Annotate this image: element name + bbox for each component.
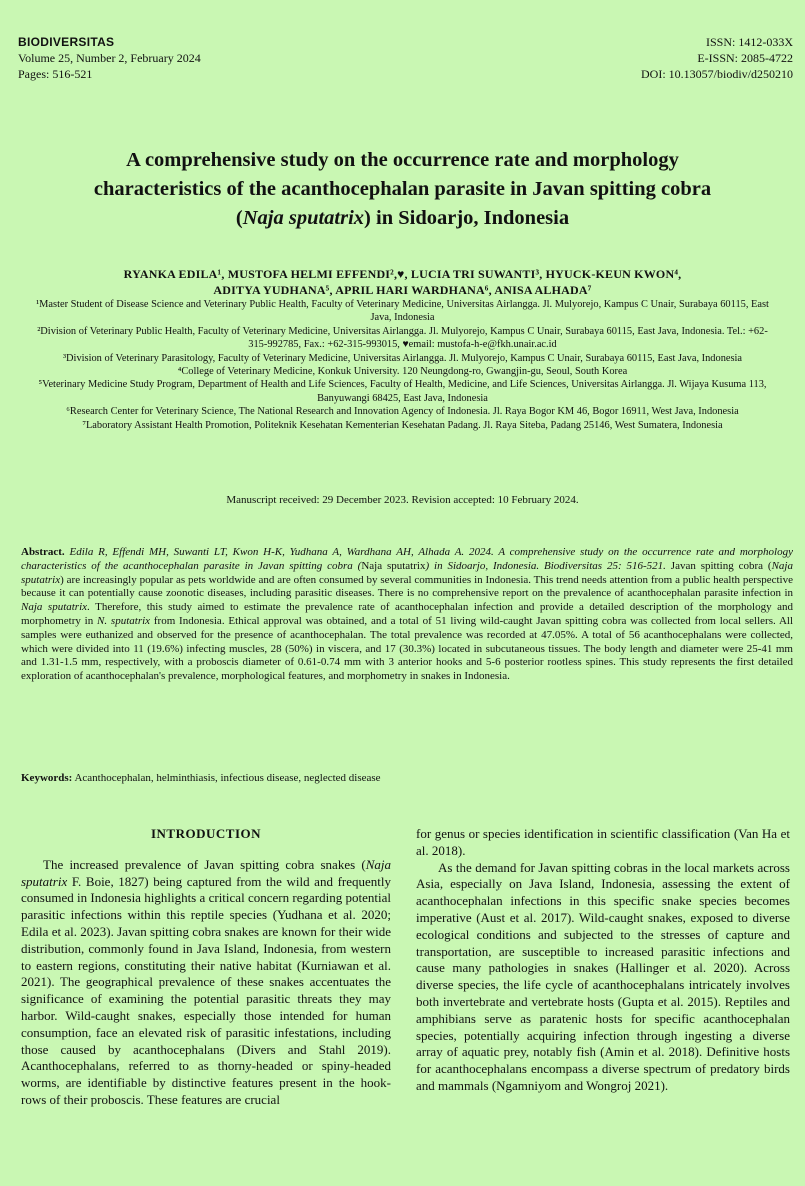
species-name: Naja sputatrix: [21, 856, 391, 889]
affiliations: [30, 298, 775, 432]
eissn: E-ISSN: 2085-4722: [697, 51, 793, 65]
species-name: N. sputatrix: [97, 614, 151, 627]
section-heading: INTRODUCTION: [150, 826, 261, 841]
right-column: [416, 826, 790, 1095]
authors-line: RYANKA EDILA¹, MUSTOFA HELMI EFFENDI²,♥, LUCIA TRI SUWANTI³, HYUCK-KEUN KWON⁴,: [123, 267, 682, 281]
pages-info: Pages: 516-521: [18, 67, 93, 81]
species-name: Naja sputatrix: [21, 559, 793, 586]
affiliation: ⁶Research Center for Veterinary Science, The National Research and Innovation Agency of Indonesia. Jl. Raya Bogor KM 46, Bogor 16911, West Java, Indonesia: [66, 406, 739, 418]
manuscript-dates: Manuscript received: 29 December 2023. Revision accepted: 10 February 2024.: [226, 494, 579, 506]
title-line: characteristics of the acanthocephalan parasite in Javan spitting cobra: [93, 178, 712, 200]
issn: ISSN: 1412-033X: [705, 35, 793, 49]
citation-species: Naja sputatrix: [361, 559, 426, 572]
title-line: A comprehensive study on the occurrence rate and morphology: [126, 149, 679, 171]
paragraph: As the demand for Javan spitting cobras in the local markets across Asia, especially on Java Island, Indonesia, assessing the extent of acanthocephalan infections in this specific snake species becomes imperative (Aust et al. 2017). Wild-caught snakes, exposed to diverse ecological conditions and subjected to the stresses of capture and transportation, are susceptible to increased parasitic infections and cause many pathologies in snakes (Hallinger et al. 2020). Across diverse species, the life cycle of acanthocephalans intricately involves both invertebrate and vertebrate hosts (Gupta et al. 2015). Reptiles and amphibians serve as paratenic hosts for specific acanthocephalan species, potentially acquiring infection through ingesting a diverse array of aquatic prey, notably fish (Amin et al. 2018). Definitive hosts for acanthocephalans encompass a diverse spectrum of predatory birds and mammals (Ngamniyom and Wongroj 2021).: [416, 859, 790, 1093]
abstract-text: . Therefore, this study aimed to estimate the prevalence rate of acanthocephalan infection and provide a detailed description of the morphology and morphometry in: [21, 601, 793, 627]
paragraph-text: The increased prevalence of Javan spitting cobra snakes (: [43, 856, 366, 872]
keywords-label: Keywords:: [21, 772, 73, 784]
abstract-text: from Indonesia. Ethical approval was obtained, and a total of 51 living wild-caught Javan spitting cobra was collected from local sellers. All samples were euthanized and observed for the presence of acanthocephalan. The total prevalence was recorded at 47.05%. A total of 56 acanthocephalans were collected, which were divided into 11 (19.6%) infecting muscles, 28 (50%) in viscera, and 17 (30.3%) located in subcutaneous tissues. The body length and diameter were 25-41 mm and 1.31-1.5 mm, respectively, with a proboscis diameter of 0.61-0.74 mm with 3 anterior hooks and 5-6 posterior rootless spines. This study represents the first detailed exploration of acanthocephalan's prevalence, morphological features, and morphometry in snakes in Indonesia.: [21, 614, 794, 683]
abstract: [21, 546, 793, 684]
author-list: [20, 266, 785, 298]
keywords-text: Acanthocephalan, helminthiasis, infectious disease, neglected disease: [72, 772, 381, 784]
species-name: Naja sputatrix: [21, 601, 88, 614]
authors-line: ADITYA YUDHANA⁵, APRIL HARI WARDHANA⁶, ANISA ALHADA⁷: [213, 283, 592, 297]
affiliation: ¹Master Student of Disease Science and Veterinary Public Health, Faculty of Veterinary Medicine, Universitas Airlangga. Jl. Mulyorejo, Kampus C Unair, Surabaya 60115, East Java, Indonesia: [36, 299, 769, 324]
journal-name: BIODIVERSITAS: [18, 35, 115, 49]
left-column: [21, 826, 391, 1109]
affiliation: ²Division of Veterinary Public Health, Faculty of Veterinary Medicine, Universitas Airlangga. Jl. Mulyorejo, Kampus C Unair, Surabaya 60115, East Java, Indonesia. Tel.: +62-315-992785, Fax.: +62-315-993015, ♥email: mustofa-h-e@fkh.unair.ac.id: [37, 325, 768, 351]
abstract-text: Javan spitting cobra (: [665, 559, 772, 572]
keywords: [21, 772, 793, 784]
title-paren: (: [235, 207, 243, 229]
affiliation: ⁷Laboratory Assistant Health Promotion, Politeknik Kesehatan Kementerian Kesehatan Padang. Jl. Raya Siteba, Padang 25146, West Sumatera, Indonesia: [82, 419, 723, 431]
title-species: Naja sputatrix: [242, 207, 365, 229]
paragraph-continued: for genus or species identification in scientific classification (Van Ha et al. 2018).: [416, 826, 790, 858]
abstract-label: Abstract.: [21, 546, 65, 558]
citation: Edila R, Effendi MH, Suwanti LT, Kwon H-K, Yudhana A, Wardhana AH, Alhada A. 2024. A comprehensive study on the occurrence rate and morphology characteristics of the acanthocephalan parasite in Javan spitting cobra (: [21, 546, 793, 572]
doi[interactable]: DOI: 10.13057/biodiv/d250210: [641, 67, 793, 81]
title-rest: ) in Sidoarjo, Indonesia: [364, 207, 570, 229]
title-line: [40, 204, 765, 233]
header-left: [18, 34, 201, 82]
affiliation: ⁵Veterinary Medicine Study Program, Department of Health and Life Sciences, Faculty of Health, Medicine, and Life Sciences, Universitas Airlangga. Jl. Wijaya Kusuma 113, Banyuwangi 68425, East Java, Indonesia: [38, 379, 767, 404]
affiliation: ⁴College of Veterinary Medicine, Konkuk University. 120 Neungdong-ro, Gwangjin-gu, Seoul, South Korea: [177, 366, 628, 378]
abstract-text: ) are increasingly popular as pets worldwide and are often consumed by several communities in Indonesia. This trend needs attention from a public health perspective because it can potentially cause zoonotic diseases, including parasitic diseases. There is no comprehensive report on the prevalence of acanthocephalan parasite infection in: [21, 573, 793, 600]
header-right: [641, 34, 793, 82]
citation: ) in Sidoarjo, Indonesia. Biodiversitas 25: 516-521.: [425, 559, 666, 572]
affiliation: ³Division of Veterinary Parasitology, Faculty of Veterinary Medicine, Universitas Airlangga. Jl. Mulyorejo, Kampus C Unair, Surabaya 60115, East Java, Indonesia: [62, 352, 743, 364]
volume-info: Volume 25, Number 2, February 2024: [18, 51, 201, 65]
paper-title: [40, 146, 765, 233]
paragraph-text: F. Boie, 1827) being captured from the wild and frequently consumed in Indonesia highlights a critical concern regarding potential parasitic infections within this reptile species (Yudhana et al. 2020; Edila et al. 2023). Javan spitting cobra snakes are known for their wide distribution, commonly found in Java Island, Indonesia, from western to eastern regions, constituting their native habitat (Kurniawan et al. 2021). The geographical prevalence of these snakes accentuates the significance of examining the potential parasitic threats they may harbor. Wild-caught snakes, especially those intended for human consumption, face an elevated risk of parasitic infestations, including those caused by acanthocephalans (Divers and Stahl 2019). Acanthocephalans, referred to as thorny-headed or spiny-headed worms, are identifiable by distinctive features present in the hook-rows of their proboscis. These features are crucial: [21, 873, 391, 1107]
paragraph: [21, 857, 391, 1109]
